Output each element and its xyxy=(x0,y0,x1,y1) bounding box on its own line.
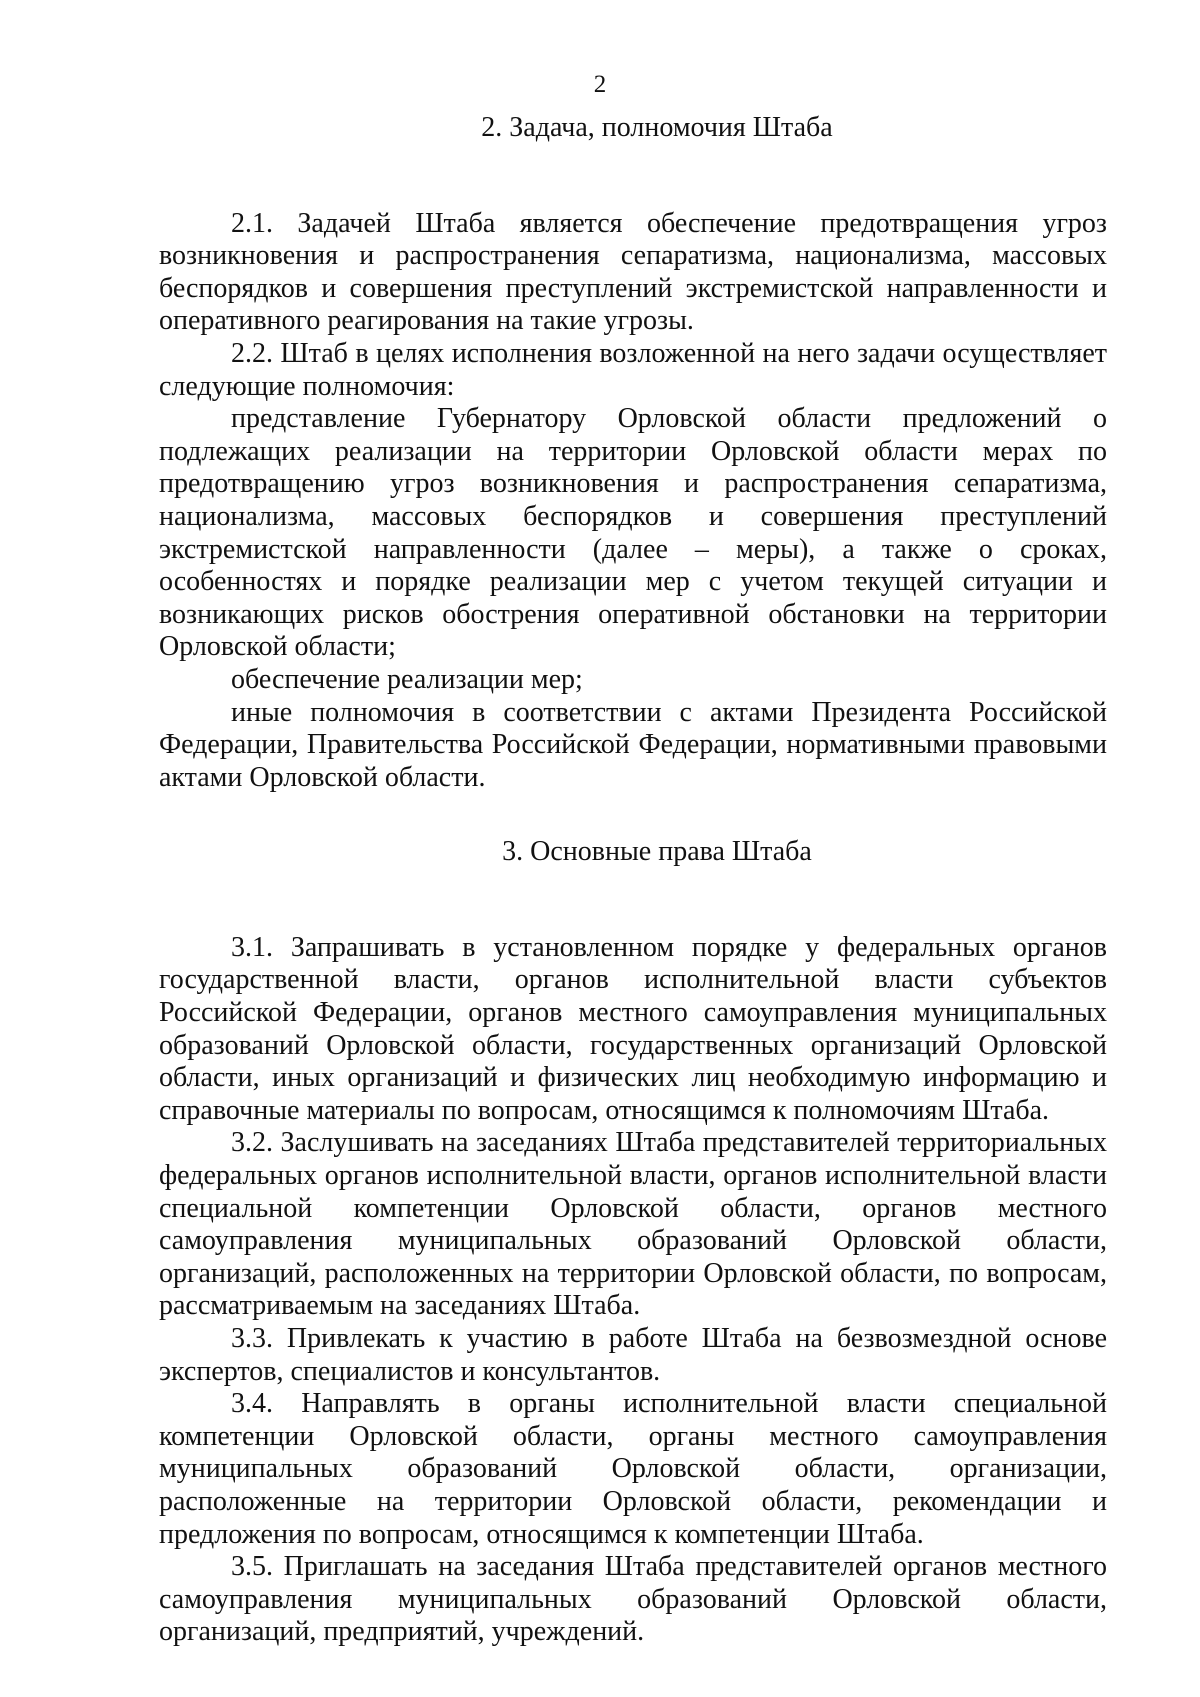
powers-item-3: иные полномочия в соответствии с актами Президента Российской Федерации, Правительства Российской Федерации, нормативными правовыми актами Орловской области. xyxy=(159,696,1107,793)
paragraph-2-1: 2.1. Задачей Штаба является обеспечение предотвращения угроз возникновения и распространения сепаратизма, национализма, массовых беспорядков и совершения преступлений экстремистской направленности и оперативного реагирования на такие угрозы. xyxy=(159,207,1107,337)
section-3-heading: 3. Основные права Штаба xyxy=(502,836,812,868)
paragraph-3-2: 3.2. Заслушивать на заседаниях Штаба представителей территориальных федеральных органов исполнительной власти, органов исполнительной власти специальной компетенции Орловской области, органов местного самоуправления муниципальных образований Орловской области, организаций, расположенных на территории Орловской области, по вопросам, рассматриваемым на заседаниях Штаба. xyxy=(159,1127,1107,1322)
page-number: 2 xyxy=(593,71,607,98)
paragraph-2-2: 2.2. Штаб в целях исполнения возложенной на него задачи осуществляет следующие полномочия: xyxy=(159,337,1107,402)
paragraph-3-1: 3.1. Запрашивать в установленном порядке у федеральных органов государственной власти, органов исполнительной власти субъектов Российской Федерации, органов местного самоуправления муниципальных образований Орловской области, государственных организаций Орловской области, иных организаций и физических лиц необходимую информацию и справочные материалы по вопросам, относящимся к полномочиям Штаба. xyxy=(159,931,1107,1126)
paragraph-3-5: 3.5. Приглашать на заседания Штаба представителей органов местного самоуправления муниципальных образований Орловской области, организаций, предприятий, учреждений. xyxy=(159,1551,1107,1648)
section-2-heading: 2. Задача, полномочия Штаба xyxy=(481,112,833,143)
document-body xyxy=(159,112,1107,1649)
powers-item-1: представление Губернатору Орловской области предложений о подлежащих реализации на территории Орловской области мерах по предотвращению угроз возникновения и распространения сепаратизма, национализма, массовых беспорядков и совершения преступлений экстремистской направленности (далее – меры), а также о сроках, особенностях и порядке реализации мер с учетом текущей ситуации и возникающих рисков обострения оперативной обстановки на территории Орловской области; xyxy=(159,403,1107,663)
powers-item-2: обеспечение реализации мер; xyxy=(231,663,583,695)
paragraph-3-4: 3.4. Направлять в органы исполнительной власти специальной компетенции Орловской области, органы местного самоуправления муниципальных образований Орловской области, организации, расположенные на территории Орловской области, рекомендации и предложения по вопросам, относящимся к компетенции Штаба. xyxy=(159,1388,1107,1550)
paragraph-3-3: 3.3. Привлекать к участию в работе Штаба на безвозмездной основе экспертов, специалистов и консультантов. xyxy=(159,1323,1107,1387)
